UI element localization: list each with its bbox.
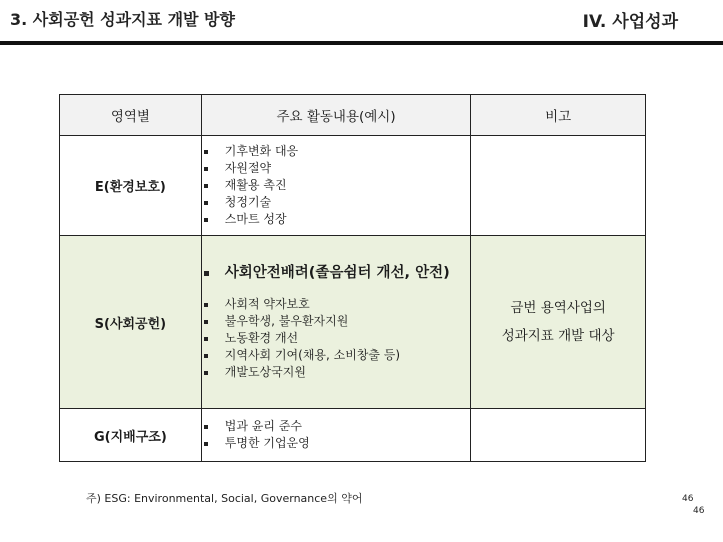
activities-cell-g xyxy=(201,409,471,462)
activities-cell-e xyxy=(201,136,471,236)
highlight-list-item: 사회안전배려(졸음쉼터 개선, 안전) xyxy=(202,263,471,284)
note-cell-e xyxy=(471,136,646,236)
esg-activity-table xyxy=(59,94,646,462)
header-divider xyxy=(0,41,723,45)
activity-list-g xyxy=(202,418,471,452)
table-row-environment xyxy=(60,136,646,236)
table-header-row xyxy=(60,95,646,136)
highlight-activity-list xyxy=(202,263,471,284)
chapter-title: IV. 사업성과 xyxy=(582,12,678,32)
activity-list-e xyxy=(202,143,471,228)
footnote: 주) ESG: Environmental, Social, Governance의 약어 xyxy=(86,492,363,505)
category-cell-s: S(사회공헌) xyxy=(60,236,202,409)
list-item: 재활용 촉진 xyxy=(202,177,471,194)
category-cell-g: G(지배구조) xyxy=(60,409,202,462)
note-cell-s xyxy=(471,236,646,409)
list-item: 노동환경 개선 xyxy=(202,330,471,347)
table-row-social xyxy=(60,236,646,409)
header-cell-activities: 주요 활동내용(예시) xyxy=(201,95,471,136)
list-item: 개발도상국지원 xyxy=(202,364,471,381)
slide-header xyxy=(0,0,723,44)
activity-list-s xyxy=(202,296,471,381)
list-item: 사회적 약자보호 xyxy=(202,296,471,313)
list-item: 기후변화 대응 xyxy=(202,143,471,160)
list-item: 지역사회 기여(채용, 소비창출 등) xyxy=(202,347,471,364)
category-cell-e: E(환경보호) xyxy=(60,136,202,236)
list-item: 법과 윤리 준수 xyxy=(202,418,471,435)
note-line: 성과지표 개발 대상 xyxy=(501,328,615,344)
section-title: 3. 사회공헌 성과지표 개발 방향 xyxy=(10,10,235,29)
header-cell-note: 비고 xyxy=(471,95,646,136)
note-cell-g xyxy=(471,409,646,462)
activities-cell-s xyxy=(201,236,471,409)
list-item: 불우학생, 불우환자지원 xyxy=(202,313,471,330)
list-item: 청정기술 xyxy=(202,194,471,211)
note-line: 금번 용역사업의 xyxy=(510,300,606,316)
table-row-governance xyxy=(60,409,646,462)
list-item: 자원절약 xyxy=(202,160,471,177)
header-cell-area: 영역별 xyxy=(60,95,202,136)
page-number: 46 xyxy=(682,494,694,504)
list-item: 스마트 성장 xyxy=(202,211,471,228)
page-number: 46 xyxy=(693,506,705,516)
list-item: 투명한 기업운영 xyxy=(202,435,471,452)
